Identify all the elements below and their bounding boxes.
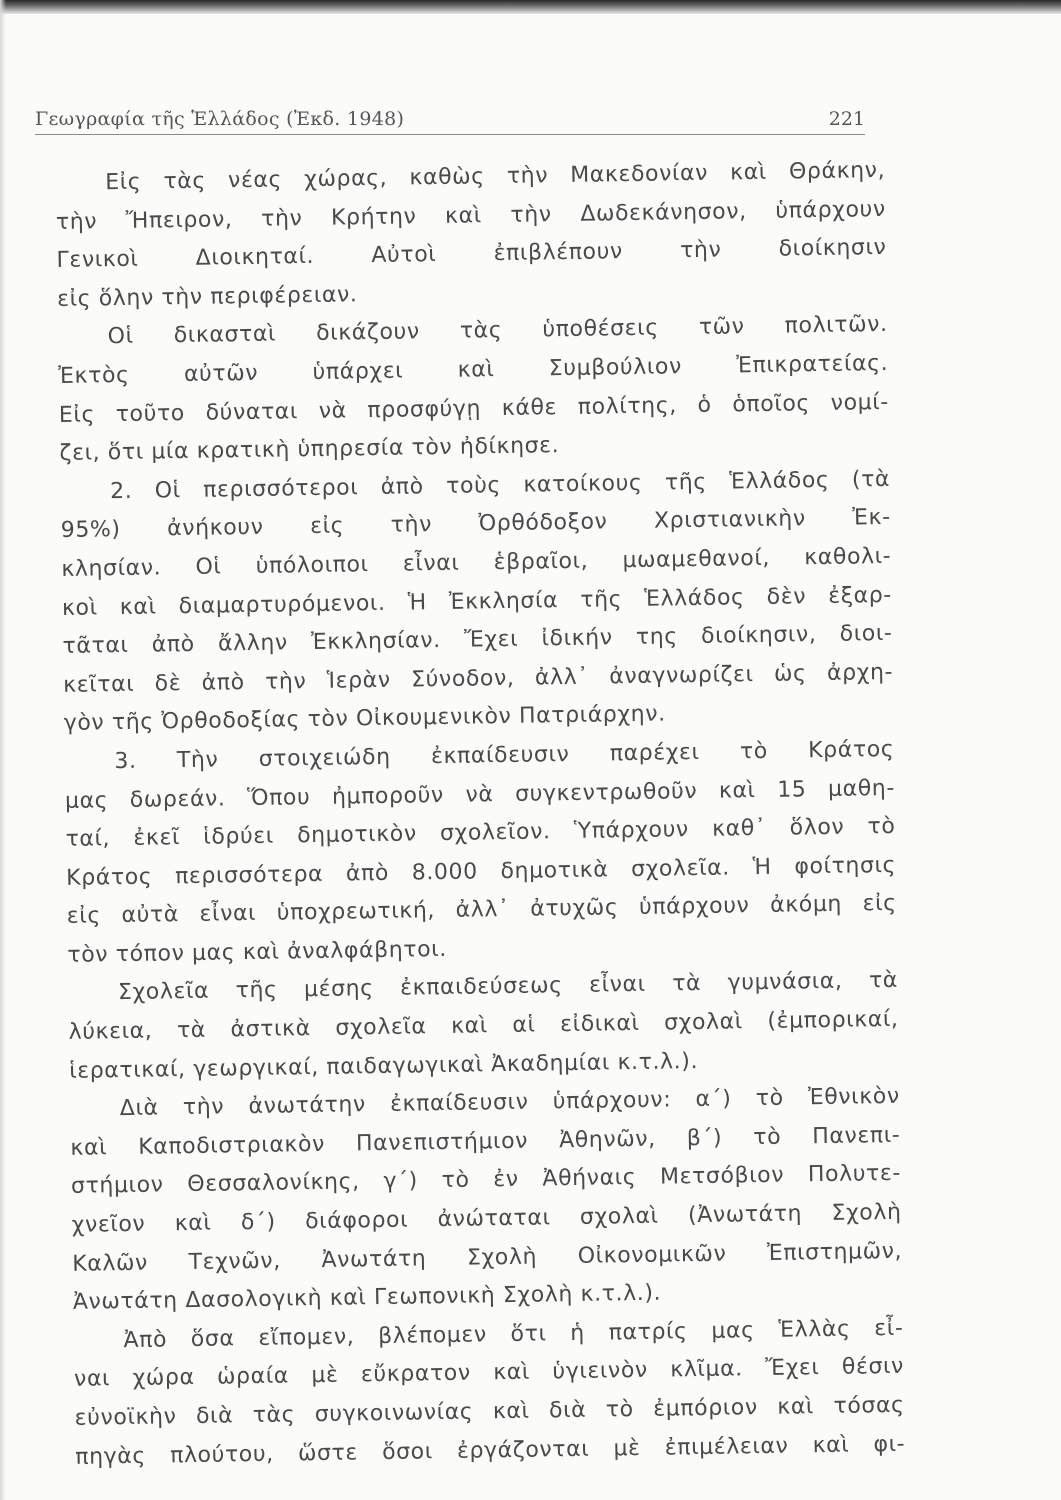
text-line: χνεῖον καὶ δ΄) διάφοροι ἀνώταται σχολαὶ (Ἀνωτάτη Σχολὴ <box>71 1199 902 1238</box>
text-line: κοὶ καὶ διαμαρτυρόμενοι. Ἡ Ἐκκλησία τῆς Ἑλλάδος δὲν ἐξαρ- <box>61 582 893 621</box>
text-line: Κράτος περισσότερα ἀπὸ 8.000 δημοτικὰ σχολεῖα. Ἡ φοίτησις <box>66 852 897 891</box>
text-line: ταί, ἐκεῖ ἱδρύει δημοτικὸν σχολεῖον. Ὑπάρχουν καθ᾽ ὅλον τὸ <box>65 813 896 853</box>
text-line: ἱερατικαί, γεωργικαί, παιδαγωγικαὶ Ἀκαδημίαι κ.τ.λ.). <box>69 1048 699 1084</box>
scan-left-edge <box>0 0 6 1500</box>
page-body-text <box>55 152 906 1477</box>
scan-top-edge <box>0 0 1061 14</box>
text-line: καὶ Καποδιστριακὸν Πανεπιστήμιον Ἀθηνῶν, β΄) τὸ Πανεπι- <box>70 1122 901 1161</box>
text-line: 3. Τὴν στοιχειώδη ἐκπαίδευσιν παρέχει τὸ Κράτος <box>114 736 895 775</box>
text-line: γὸν τῆς Ὀρθοδοξίας τὸν Οἰκουμενικὸν Πατριάρχην. <box>63 701 666 737</box>
text-line: τὸν τόπον μας καὶ ἀναλφάβητοι. <box>67 936 448 968</box>
text-line: εὐνοϊκὴν διὰ τὰς συγκοινωνίας καὶ διὰ τὸ ἐμπόριον καὶ τόσας <box>74 1392 905 1431</box>
text-line: τὴν Ἤπειρον, τὴν Κρήτην καὶ τὴν Δωδεκάνησον, ὑπάρχουν <box>55 196 886 235</box>
text-line: κεῖται δὲ ἀπὸ τὴν Ἱερὰν Σύνοδον, ἀλλ᾽ ἀναγνωρίζει ὡς ἀρχη- <box>62 659 894 698</box>
text-line: 2. Οἱ περισσότεροι ἀπὸ τοὺς κατοίκους τῆς Ἑλλάδος (τὰ <box>109 466 891 504</box>
text-line: στήμιον Θεσσαλονίκης, γ΄) τὸ ἐν Ἀθήναις Μετσόβιον Πολυτε- <box>70 1161 902 1200</box>
text-line: μας δωρεάν. Ὅπου ἠμποροῦν νὰ συγκεντρωθοῦν καὶ 15 μαθη- <box>64 775 896 814</box>
text-line: εἰς αὐτὰ εἶναι ὑποχρεωτική, ἀλλ᾽ ἀτυχῶς ὑπάρχουν ἀκόμη εἰς <box>66 891 897 930</box>
text-line: Γενικοὶ Διοικηταί. Αὐτοὶ ἐπιβλέπουν τὴν διοίκησιν <box>56 235 887 274</box>
text-line: εἰς ὅλην τὴν περιφέρειαν. <box>56 282 358 312</box>
text-line: Εἰς τοῦτο δύναται νὰ προσφύγῃ κάθε πολίτης, ὁ ὁποῖος νομί- <box>58 389 890 428</box>
page-number: 221 <box>828 108 865 130</box>
text-line: ζει, ὅτι μία κρατικὴ ὑπηρεσία τὸν ἠδίκησε. <box>59 433 560 467</box>
text-line: κλησίαν. Οἱ ὑπόλοιποι εἶναι ἑβραῖοι, μωαμεθανοί, καθολι- <box>61 543 892 582</box>
text-line: Καλῶν Τεχνῶν, Ἀνωτάτη Σχολὴ Οἰκονομικῶν Ἐπιστημῶν, <box>72 1238 903 1277</box>
text-line: πηγὰς πλούτου, ὥστε ὅσοι ἐργάζονται μὲ ἐπιμέλειαν καὶ φι- <box>75 1431 906 1470</box>
text-line: ναι χώρα ὡραία μὲ εὔκρατον καὶ ὑγιεινὸν κλῖμα. Ἔχει θέσιν <box>73 1354 905 1393</box>
text-line: λύκεια, τὰ ἀστικὰ σχολεῖα καὶ αἱ εἰδικαὶ σχολαὶ (ἐμπορικαί, <box>68 1006 899 1045</box>
text-line: Εἰς τὰς νέας χώρας, καθὼς τὴν Μακεδονίαν καὶ Θράκην, <box>105 157 886 196</box>
text-line: Διὰ τὴν ἀνωτάτην ἐκπαίδευσιν ὑπάρχουν: α΄) τὸ Ἐθνικὸν <box>119 1084 900 1122</box>
text-line: τᾶται ἀπὸ ἄλλην Ἐκκλησίαν. Ἔχει ἰδικήν της διοίκησιν, διοι- <box>62 621 893 660</box>
text-line: 95%) ἀνήκουν εἰς τὴν Ὀρθόδοξον Χριστιανικὴν Ἐκ- <box>60 505 891 544</box>
text-line: Ἐκτὸς αὐτῶν ὑπάρχει καὶ Συμβούλιον Ἐπικρατείας. <box>58 350 889 389</box>
running-head-title: Γεωγραφία τῆς Ἑλλάδος (Ἐκδ. 1948) <box>35 108 405 130</box>
text-line: Ἀπὸ ὅσα εἴπομεν, βλέπομεν ὅτι ἡ πατρίς μας Ἑλλὰς εἶ- <box>123 1315 904 1353</box>
running-header <box>35 100 865 135</box>
text-line: Σχολεῖα τῆς μέσης ἐκπαιδεύσεως εἶναι τὰ γυμνάσια, τὰ <box>117 968 899 1006</box>
text-line: Οἱ δικασταὶ δικάζουν τὰς ὑποθέσεις τῶν πολιτῶν. <box>107 312 888 350</box>
text-line: Ἀνωτάτη Δασολογικὴ καὶ Γεωπονικὴ Σχολὴ κ.τ.λ.). <box>72 1280 662 1316</box>
